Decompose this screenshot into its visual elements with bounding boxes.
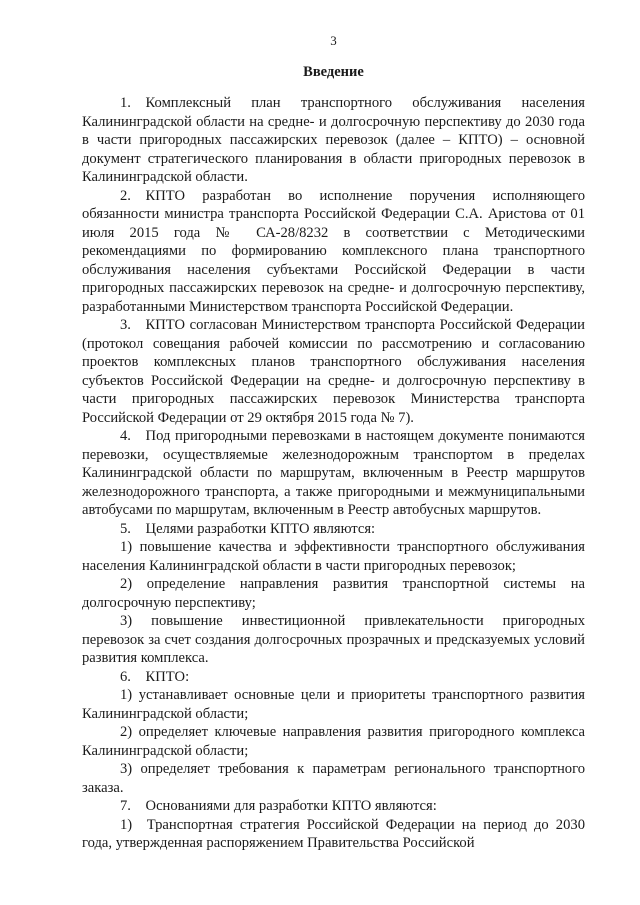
goal-item-3: 3) повышение инвестиционной привлекательности пригородных перевозок за счет создания долгосрочных прозрачных и предсказуемых условий развития комплекса. (82, 613, 585, 666)
function-item-2: 2) определяет ключевые направления развития пригородного комплекса Калининградской области; (82, 724, 585, 759)
document-page (82, 0, 585, 905)
function-item-3: 3) определяет требования к параметрам регионального транспортного заказа. (82, 761, 585, 796)
document-body (82, 94, 585, 853)
section-heading: Введение (303, 64, 364, 80)
paragraph-1: 1. Комплексный план транспортного обслуживания населения Калининградской области на средне- и долгосрочную перспективу до 2030 года в части пригородных пассажирских перевозок (далее – КПТО) – основной документ стратегического планирования в области пригородных перевозок в Калининградской области. (82, 95, 585, 185)
goal-item-1: 1) повышение качества и эффективности транспортного обслуживания населения Калининградской области в части пригородных перевозок; (82, 539, 585, 574)
paragraph-7: 7. Основаниями для разработки КПТО являются: (120, 798, 437, 814)
paragraph-3: 3. КПТО согласован Министерством транспорта Российской Федерации (протокол совещания рабочей комиссии по рассмотрению и согласованию проектов комплексных планов транспортного обслуживания населения субъектов Российской Федерации на средне- и долгосрочную перспективу в части пригородных пассажирских перевозок Министерства транспорта Российской Федерации от 29 октября 2015 года № 7). (82, 317, 585, 426)
paragraph-6: 6. КПТО: (120, 668, 190, 685)
goal-item-2: 2) определение направления развития транспортной системы на долгосрочную перспективу; (82, 576, 585, 611)
function-item-1: 1) устанавливает основные цели и приоритеты транспортного развития Калининградской области; (82, 687, 585, 722)
paragraph-4: 4. Под пригородными перевозками в настоящем документе понимаются перевозки, осуществляемые железнодорожным транспортом в пределах Калининградской области по маршрутам, включенным в Реестр маршрутов железнодорожного транспорта, а также пригородными и межмуниципальными автобусами по маршрутам, включенным в Реестр автобусных маршрутов. (82, 428, 585, 518)
page-number: 3 (330, 33, 337, 48)
paragraph-2: 2. КПТО разработан во исполнение поручения исполняющего обязанности министра транспорта Российской Федерации С.А. Аристова от 01 июля 2015 года № СА-28/8232 в соответствии с Методическими рекомендациями по формированию комплексного плана транспортного обслуживания населения субъектами Российской Федерации в части пригородных пассажирских перевозок на средне- и долгосрочную перспективу, разработанными Министерством транспорта Российской Федерации. (82, 187, 585, 315)
basis-item-1: 1) Транспортная стратегия Российской Федерации на период до 2030 года, утвержденная распоряжением Правительства Российской (82, 816, 585, 851)
paragraph-5: 5. Целями разработки КПТО являются: (120, 520, 376, 537)
